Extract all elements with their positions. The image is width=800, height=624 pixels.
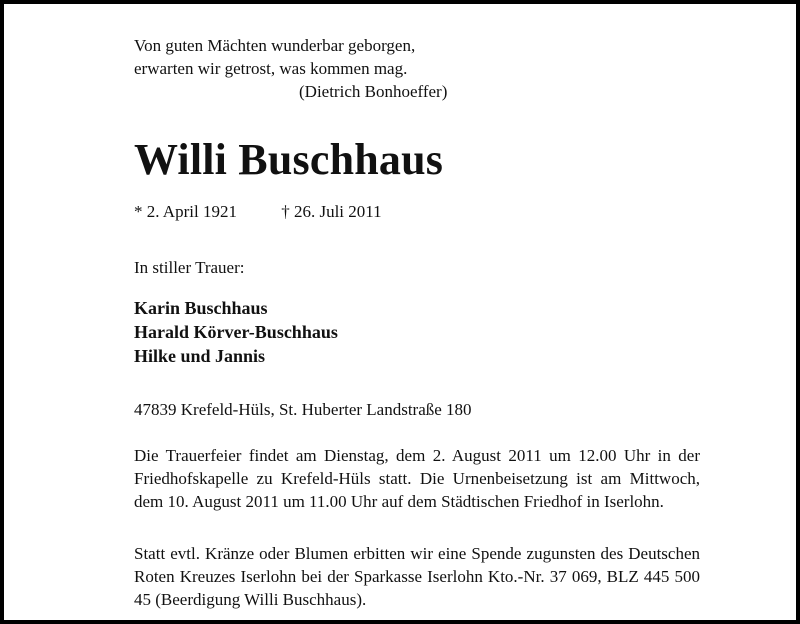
mourner-name: Karin Buschhaus (134, 298, 268, 318)
quote-line: erwarten wir getrost, was kommen mag. (134, 59, 408, 78)
mourners-list (134, 296, 338, 368)
birth-date: * 2. April 1921 (134, 202, 237, 221)
quote-block (134, 34, 447, 103)
quote-author: (Dietrich Bonhoeffer) (299, 82, 448, 101)
quote-line: Von guten Mächten wunderbar geborgen, (134, 36, 416, 55)
death-date: † 26. Juli 2011 (281, 202, 382, 221)
donation-info-paragraph: Statt evtl. Kränze oder Blumen erbitten wir eine Spende zugunsten des Deutschen Roten Kreuzes Iserlohn bei der Sparkasse Iserlohn Kto.-Nr. 37 069, BLZ 445 500 45 (Beerdigung Willi Buschhaus). (134, 544, 700, 609)
address: 47839 Krefeld-Hüls, St. Huberter Landstraße 180 (134, 400, 472, 419)
life-dates (134, 200, 382, 223)
mourner-name: Hilke und Jannis (134, 346, 266, 366)
funeral-info-paragraph: Die Trauerfeier findet am Dienstag, dem 2. August 2011 um 12.00 Uhr in der Friedhofskapelle zu Krefeld-Hüls statt. Die Urnenbeisetzung ist am Mittwoch, dem 10. August 2011 um 11.00 Uhr auf dem Städtischen Friedhof in Iserlohn. (134, 446, 700, 511)
mourner-name: Harald Körver-Buschhaus (134, 322, 338, 342)
deceased-name: Willi Buschhaus (134, 135, 444, 184)
mourning-label: In stiller Trauer: (134, 258, 245, 277)
